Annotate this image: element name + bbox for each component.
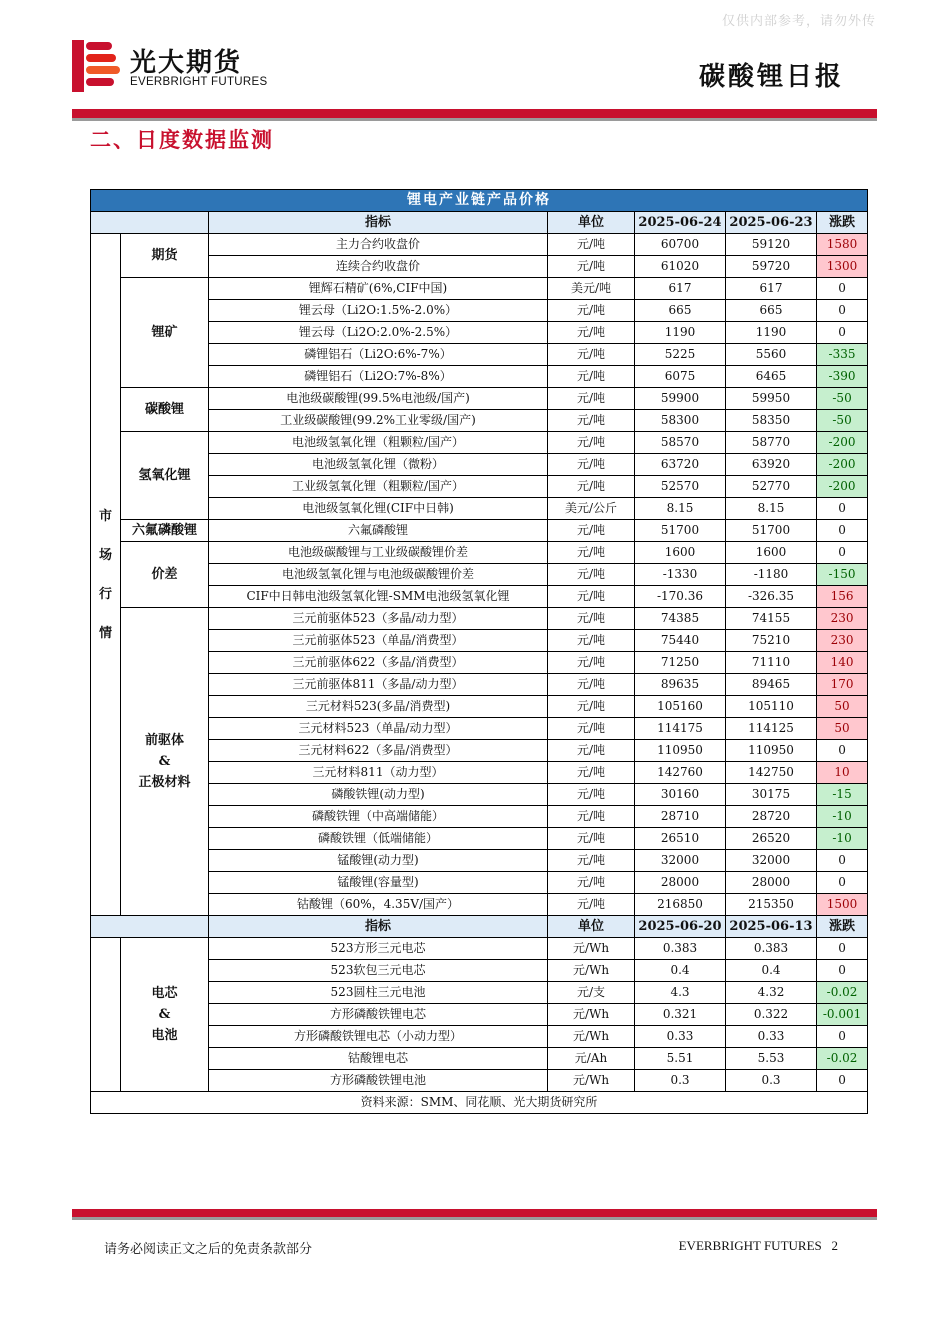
indicator-name: 三元材料622（多晶/消费型） bbox=[209, 740, 548, 762]
unit-cell: 元/吨 bbox=[548, 410, 635, 432]
value-date-2: 142750 bbox=[726, 762, 817, 784]
value-date-2: 665 bbox=[726, 300, 817, 322]
header-blank bbox=[91, 916, 209, 938]
indicator-name: 523方形三元电芯 bbox=[209, 938, 548, 960]
unit-cell: 元/吨 bbox=[548, 806, 635, 828]
page-number: 2 bbox=[831, 1238, 838, 1253]
header-row-2 bbox=[91, 916, 868, 938]
change-cell: 230 bbox=[817, 630, 868, 652]
unit-cell: 元/吨 bbox=[548, 894, 635, 916]
category-label: 价差 bbox=[121, 542, 209, 608]
value-date-2: 89465 bbox=[726, 674, 817, 696]
value-date-1: 63720 bbox=[635, 454, 726, 476]
value-date-1: 617 bbox=[635, 278, 726, 300]
indicator-name: 电池级氢氧化锂（粗颗粒/国产） bbox=[209, 432, 548, 454]
indicator-name: 钴酸锂（60%，4.35V/国产） bbox=[209, 894, 548, 916]
change-cell: 50 bbox=[817, 718, 868, 740]
unit-cell: 元/Wh bbox=[548, 1004, 635, 1026]
change-cell: -50 bbox=[817, 410, 868, 432]
table-row bbox=[91, 388, 868, 410]
table-row bbox=[91, 432, 868, 454]
price-table bbox=[90, 189, 868, 1114]
header-unit: 单位 bbox=[548, 212, 635, 234]
value-date-2: 105110 bbox=[726, 696, 817, 718]
indicator-name: 方形磷酸铁锂电芯 bbox=[209, 1004, 548, 1026]
value-date-1: 74385 bbox=[635, 608, 726, 630]
change-cell: 1300 bbox=[817, 256, 868, 278]
change-cell: -335 bbox=[817, 344, 868, 366]
header-date-1: 2025-06-24 bbox=[635, 212, 726, 234]
value-date-2: 58350 bbox=[726, 410, 817, 432]
value-date-1: 105160 bbox=[635, 696, 726, 718]
value-date-2: 0.3 bbox=[726, 1070, 817, 1092]
value-date-2: 28720 bbox=[726, 806, 817, 828]
indicator-name: 锂云母（Li2O:1.5%-2.0%） bbox=[209, 300, 548, 322]
value-date-2: 58770 bbox=[726, 432, 817, 454]
change-cell: 0 bbox=[817, 850, 868, 872]
band-char: 场 bbox=[99, 547, 113, 563]
unit-cell: 元/吨 bbox=[548, 586, 635, 608]
change-cell: -200 bbox=[817, 454, 868, 476]
indicator-name: 工业级氢氧化锂（粗颗粒/国产） bbox=[209, 476, 548, 498]
unit-cell: 元/吨 bbox=[548, 608, 635, 630]
value-date-1: 1600 bbox=[635, 542, 726, 564]
category-label: 期货 bbox=[121, 234, 209, 278]
unit-cell: 元/Wh bbox=[548, 960, 635, 982]
unit-cell: 元/Ah bbox=[548, 1048, 635, 1070]
indicator-name: 钴酸锂电芯 bbox=[209, 1048, 548, 1070]
value-date-1: 665 bbox=[635, 300, 726, 322]
section-title: 二、日度数据监测 bbox=[90, 128, 274, 152]
value-date-2: 5.53 bbox=[726, 1048, 817, 1070]
table-row bbox=[91, 278, 868, 300]
footer-company bbox=[679, 1238, 838, 1254]
indicator-name: 方形磷酸铁锂电芯（小动力型） bbox=[209, 1026, 548, 1048]
unit-cell: 元/吨 bbox=[548, 344, 635, 366]
unit-cell: 元/吨 bbox=[548, 696, 635, 718]
unit-cell: 元/吨 bbox=[548, 322, 635, 344]
unit-cell: 美元/吨 bbox=[548, 278, 635, 300]
unit-cell: 元/吨 bbox=[548, 432, 635, 454]
value-date-2: 74155 bbox=[726, 608, 817, 630]
value-date-2: 51700 bbox=[726, 520, 817, 542]
value-date-2: 617 bbox=[726, 278, 817, 300]
header-red-bar bbox=[72, 109, 877, 118]
change-cell: -0.001 bbox=[817, 1004, 868, 1026]
company-logo bbox=[72, 40, 292, 92]
footer-red-bar bbox=[72, 1209, 877, 1217]
header-indicator: 指标 bbox=[209, 212, 548, 234]
indicator-name: 三元材料811（动力型） bbox=[209, 762, 548, 784]
value-date-2: 215350 bbox=[726, 894, 817, 916]
header-indicator: 指标 bbox=[209, 916, 548, 938]
value-date-1: 28710 bbox=[635, 806, 726, 828]
category-label-part: 电池 bbox=[151, 1028, 178, 1043]
change-cell: 0 bbox=[817, 938, 868, 960]
value-date-1: 216850 bbox=[635, 894, 726, 916]
value-date-1: 142760 bbox=[635, 762, 726, 784]
value-date-2: 5560 bbox=[726, 344, 817, 366]
unit-cell: 元/吨 bbox=[548, 828, 635, 850]
band-char: 情 bbox=[99, 625, 113, 641]
unit-cell: 元/吨 bbox=[548, 256, 635, 278]
unit-cell: 元/吨 bbox=[548, 630, 635, 652]
band-blank bbox=[91, 938, 121, 1092]
unit-cell: 元/吨 bbox=[548, 520, 635, 542]
indicator-name: CIF中日韩电池级氢氧化锂-SMM电池级氢氧化锂 bbox=[209, 586, 548, 608]
table-row bbox=[91, 608, 868, 630]
change-cell: 10 bbox=[817, 762, 868, 784]
value-date-2: 75210 bbox=[726, 630, 817, 652]
change-cell: -10 bbox=[817, 806, 868, 828]
value-date-1: 0.4 bbox=[635, 960, 726, 982]
unit-cell: 元/吨 bbox=[548, 652, 635, 674]
value-date-2: 71110 bbox=[726, 652, 817, 674]
value-date-1: 28000 bbox=[635, 872, 726, 894]
value-date-2: 6465 bbox=[726, 366, 817, 388]
change-cell: 156 bbox=[817, 586, 868, 608]
change-cell: 1500 bbox=[817, 894, 868, 916]
header-change: 涨跌 bbox=[817, 916, 868, 938]
market-band-label bbox=[91, 234, 121, 916]
unit-cell: 元/吨 bbox=[548, 872, 635, 894]
indicator-name: 三元前驱体622（多晶/消费型） bbox=[209, 652, 548, 674]
indicator-name: 磷锂铝石（Li2O:6%-7%） bbox=[209, 344, 548, 366]
band-char: 市 bbox=[99, 508, 113, 524]
change-cell: 0 bbox=[817, 740, 868, 762]
value-date-1: 60700 bbox=[635, 234, 726, 256]
indicator-name: 三元材料523（单晶/动力型） bbox=[209, 718, 548, 740]
value-date-1: 5.51 bbox=[635, 1048, 726, 1070]
value-date-1: 30160 bbox=[635, 784, 726, 806]
indicator-name: 电池级氢氧化锂（微粉） bbox=[209, 454, 548, 476]
header-gray-bar bbox=[72, 118, 877, 121]
category-label-part: 电芯 bbox=[151, 986, 178, 1001]
footer-gray-bar bbox=[72, 1217, 877, 1220]
change-cell: 1580 bbox=[817, 234, 868, 256]
change-cell: -0.02 bbox=[817, 1048, 868, 1070]
change-cell: 0 bbox=[817, 278, 868, 300]
indicator-name: 连续合约收盘价 bbox=[209, 256, 548, 278]
change-cell: 230 bbox=[817, 608, 868, 630]
value-date-1: 52570 bbox=[635, 476, 726, 498]
change-cell: -150 bbox=[817, 564, 868, 586]
value-date-2: 110950 bbox=[726, 740, 817, 762]
change-cell: -390 bbox=[817, 366, 868, 388]
unit-cell: 元/吨 bbox=[548, 542, 635, 564]
unit-cell: 元/Wh bbox=[548, 938, 635, 960]
category-label: 锂矿 bbox=[121, 278, 209, 388]
value-date-1: -170.36 bbox=[635, 586, 726, 608]
band-char: 行 bbox=[99, 586, 113, 602]
indicator-name: 电池级碳酸锂与工业级碳酸锂价差 bbox=[209, 542, 548, 564]
indicator-name: 三元前驱体811（多晶/动力型） bbox=[209, 674, 548, 696]
value-date-1: 26510 bbox=[635, 828, 726, 850]
indicator-name: 锂云母（Li2O:2.0%-2.5%） bbox=[209, 322, 548, 344]
indicator-name: 锂辉石精矿(6%,CIF中国) bbox=[209, 278, 548, 300]
value-date-1: 0.3 bbox=[635, 1070, 726, 1092]
disclaimer-note: 请务必阅读正文之后的免责条款部分 bbox=[104, 1242, 313, 1257]
table-title-row bbox=[91, 190, 868, 212]
table-title: 锂电产业链产品价格 bbox=[91, 190, 868, 212]
value-date-2: 59120 bbox=[726, 234, 817, 256]
change-cell: -10 bbox=[817, 828, 868, 850]
value-date-2: 59720 bbox=[726, 256, 817, 278]
change-cell: -200 bbox=[817, 476, 868, 498]
category-label: 氢氧化锂 bbox=[121, 432, 209, 520]
indicator-name: 三元前驱体523（单晶/消费型） bbox=[209, 630, 548, 652]
change-cell: 0 bbox=[817, 960, 868, 982]
change-cell: -0.02 bbox=[817, 982, 868, 1004]
change-cell: 0 bbox=[817, 300, 868, 322]
change-cell: -50 bbox=[817, 388, 868, 410]
unit-cell: 元/吨 bbox=[548, 674, 635, 696]
change-cell: 0 bbox=[817, 520, 868, 542]
unit-cell: 元/支 bbox=[548, 982, 635, 1004]
header-date-2: 2025-06-13 bbox=[726, 916, 817, 938]
indicator-name: 方形磷酸铁锂电池 bbox=[209, 1070, 548, 1092]
unit-cell: 元/吨 bbox=[548, 564, 635, 586]
value-date-1: 58300 bbox=[635, 410, 726, 432]
change-cell: 50 bbox=[817, 696, 868, 718]
table-row bbox=[91, 542, 868, 564]
value-date-2: 59950 bbox=[726, 388, 817, 410]
change-cell: 170 bbox=[817, 674, 868, 696]
indicator-name: 磷酸铁锂（中高端储能） bbox=[209, 806, 548, 828]
indicator-name: 磷酸铁锂（低端储能） bbox=[209, 828, 548, 850]
value-date-2: 28000 bbox=[726, 872, 817, 894]
value-date-2: 0.4 bbox=[726, 960, 817, 982]
unit-cell: 元/吨 bbox=[548, 234, 635, 256]
report-title: 碳酸锂日报 bbox=[698, 62, 844, 92]
value-date-1: 0.321 bbox=[635, 1004, 726, 1026]
category-label-part: 前驱体 bbox=[144, 733, 184, 748]
change-cell: 0 bbox=[817, 1070, 868, 1092]
unit-cell: 元/Wh bbox=[548, 1070, 635, 1092]
category-label bbox=[121, 608, 209, 916]
value-date-1: 89635 bbox=[635, 674, 726, 696]
unit-cell: 元/吨 bbox=[548, 850, 635, 872]
category-label: 碳酸锂 bbox=[121, 388, 209, 432]
change-cell: 0 bbox=[817, 1026, 868, 1048]
value-date-1: 0.383 bbox=[635, 938, 726, 960]
unit-cell: 美元/公斤 bbox=[548, 498, 635, 520]
value-date-1: 59900 bbox=[635, 388, 726, 410]
header-unit: 单位 bbox=[548, 916, 635, 938]
value-date-2: -1180 bbox=[726, 564, 817, 586]
change-cell: -200 bbox=[817, 432, 868, 454]
indicator-name: 磷锂铝石（Li2O:7%-8%） bbox=[209, 366, 548, 388]
category-label-part: & bbox=[158, 754, 171, 769]
header-date-2: 2025-06-23 bbox=[726, 212, 817, 234]
value-date-2: -326.35 bbox=[726, 586, 817, 608]
value-date-2: 32000 bbox=[726, 850, 817, 872]
unit-cell: 元/吨 bbox=[548, 718, 635, 740]
category-label-part: & bbox=[158, 1007, 171, 1022]
indicator-name: 主力合约收盘价 bbox=[209, 234, 548, 256]
value-date-1: 32000 bbox=[635, 850, 726, 872]
value-date-1: 58570 bbox=[635, 432, 726, 454]
header-change: 涨跌 bbox=[817, 212, 868, 234]
unit-cell: 元/吨 bbox=[548, 476, 635, 498]
value-date-1: 114175 bbox=[635, 718, 726, 740]
source-note: 资料来源：SMM、同花顺、光大期货研究所 bbox=[91, 1092, 868, 1114]
footer-company-name: EVERBRIGHT FUTURES bbox=[678, 1238, 822, 1253]
unit-cell: 元/吨 bbox=[548, 784, 635, 806]
header-date-1: 2025-06-20 bbox=[635, 916, 726, 938]
value-date-2: 63920 bbox=[726, 454, 817, 476]
value-date-2: 8.15 bbox=[726, 498, 817, 520]
value-date-2: 0.383 bbox=[726, 938, 817, 960]
indicator-name: 三元前驱体523（多晶/动力型） bbox=[209, 608, 548, 630]
value-date-2: 114125 bbox=[726, 718, 817, 740]
table-row bbox=[91, 938, 868, 960]
header-row-1 bbox=[91, 212, 868, 234]
logo-name-en: EVERBRIGHT FUTURES bbox=[130, 76, 268, 88]
header-blank bbox=[91, 212, 209, 234]
change-cell: -15 bbox=[817, 784, 868, 806]
value-date-1: 71250 bbox=[635, 652, 726, 674]
indicator-name: 工业级碳酸锂(99.2%工业零级/国产) bbox=[209, 410, 548, 432]
value-date-1: 61020 bbox=[635, 256, 726, 278]
category-label: 六氟磷酸锂 bbox=[121, 520, 209, 542]
indicator-name: 三元材料523(多晶/消费型) bbox=[209, 696, 548, 718]
change-cell: 0 bbox=[817, 542, 868, 564]
unit-cell: 元/吨 bbox=[548, 366, 635, 388]
category-label-part: 正极材料 bbox=[138, 775, 191, 790]
indicator-name: 电池级氢氧化锂与电池级碳酸锂价差 bbox=[209, 564, 548, 586]
value-date-2: 4.32 bbox=[726, 982, 817, 1004]
change-cell: 140 bbox=[817, 652, 868, 674]
source-row bbox=[91, 1092, 868, 1114]
table-row bbox=[91, 520, 868, 542]
value-date-2: 26520 bbox=[726, 828, 817, 850]
value-date-1: 75440 bbox=[635, 630, 726, 652]
indicator-name: 电池级碳酸锂(99.5%电池级/国产) bbox=[209, 388, 548, 410]
unit-cell: 元/吨 bbox=[548, 740, 635, 762]
unit-cell: 元/吨 bbox=[548, 454, 635, 476]
change-cell: 0 bbox=[817, 872, 868, 894]
unit-cell: 元/吨 bbox=[548, 300, 635, 322]
change-cell: 0 bbox=[817, 322, 868, 344]
unit-cell: 元/Wh bbox=[548, 1026, 635, 1048]
value-date-1: 4.3 bbox=[635, 982, 726, 1004]
value-date-2: 0.33 bbox=[726, 1026, 817, 1048]
value-date-1: -1330 bbox=[635, 564, 726, 586]
indicator-name: 523软包三元电芯 bbox=[209, 960, 548, 982]
category-label bbox=[121, 938, 209, 1092]
change-cell: 0 bbox=[817, 498, 868, 520]
value-date-1: 51700 bbox=[635, 520, 726, 542]
indicator-name: 523圆柱三元电池 bbox=[209, 982, 548, 1004]
value-date-1: 1190 bbox=[635, 322, 726, 344]
watermark: 仅供内部参考，请勿外传 bbox=[721, 14, 876, 29]
unit-cell: 元/吨 bbox=[548, 388, 635, 410]
value-date-2: 30175 bbox=[726, 784, 817, 806]
value-date-1: 6075 bbox=[635, 366, 726, 388]
unit-cell: 元/吨 bbox=[548, 762, 635, 784]
indicator-name: 锰酸锂(容量型) bbox=[209, 872, 548, 894]
indicator-name: 磷酸铁锂(动力型) bbox=[209, 784, 548, 806]
value-date-1: 8.15 bbox=[635, 498, 726, 520]
value-date-1: 110950 bbox=[635, 740, 726, 762]
indicator-name: 电池级氢氧化锂(CIF中日韩) bbox=[209, 498, 548, 520]
value-date-2: 52770 bbox=[726, 476, 817, 498]
value-date-2: 0.322 bbox=[726, 1004, 817, 1026]
value-date-1: 5225 bbox=[635, 344, 726, 366]
value-date-1: 0.33 bbox=[635, 1026, 726, 1048]
value-date-2: 1600 bbox=[726, 542, 817, 564]
indicator-name: 六氟磷酸锂 bbox=[209, 520, 548, 542]
logo-mark-icon bbox=[72, 40, 120, 92]
table-row bbox=[91, 234, 868, 256]
value-date-2: 1190 bbox=[726, 322, 817, 344]
logo-name-cn: 光大期货 bbox=[130, 48, 243, 78]
indicator-name: 锰酸锂(动力型) bbox=[209, 850, 548, 872]
